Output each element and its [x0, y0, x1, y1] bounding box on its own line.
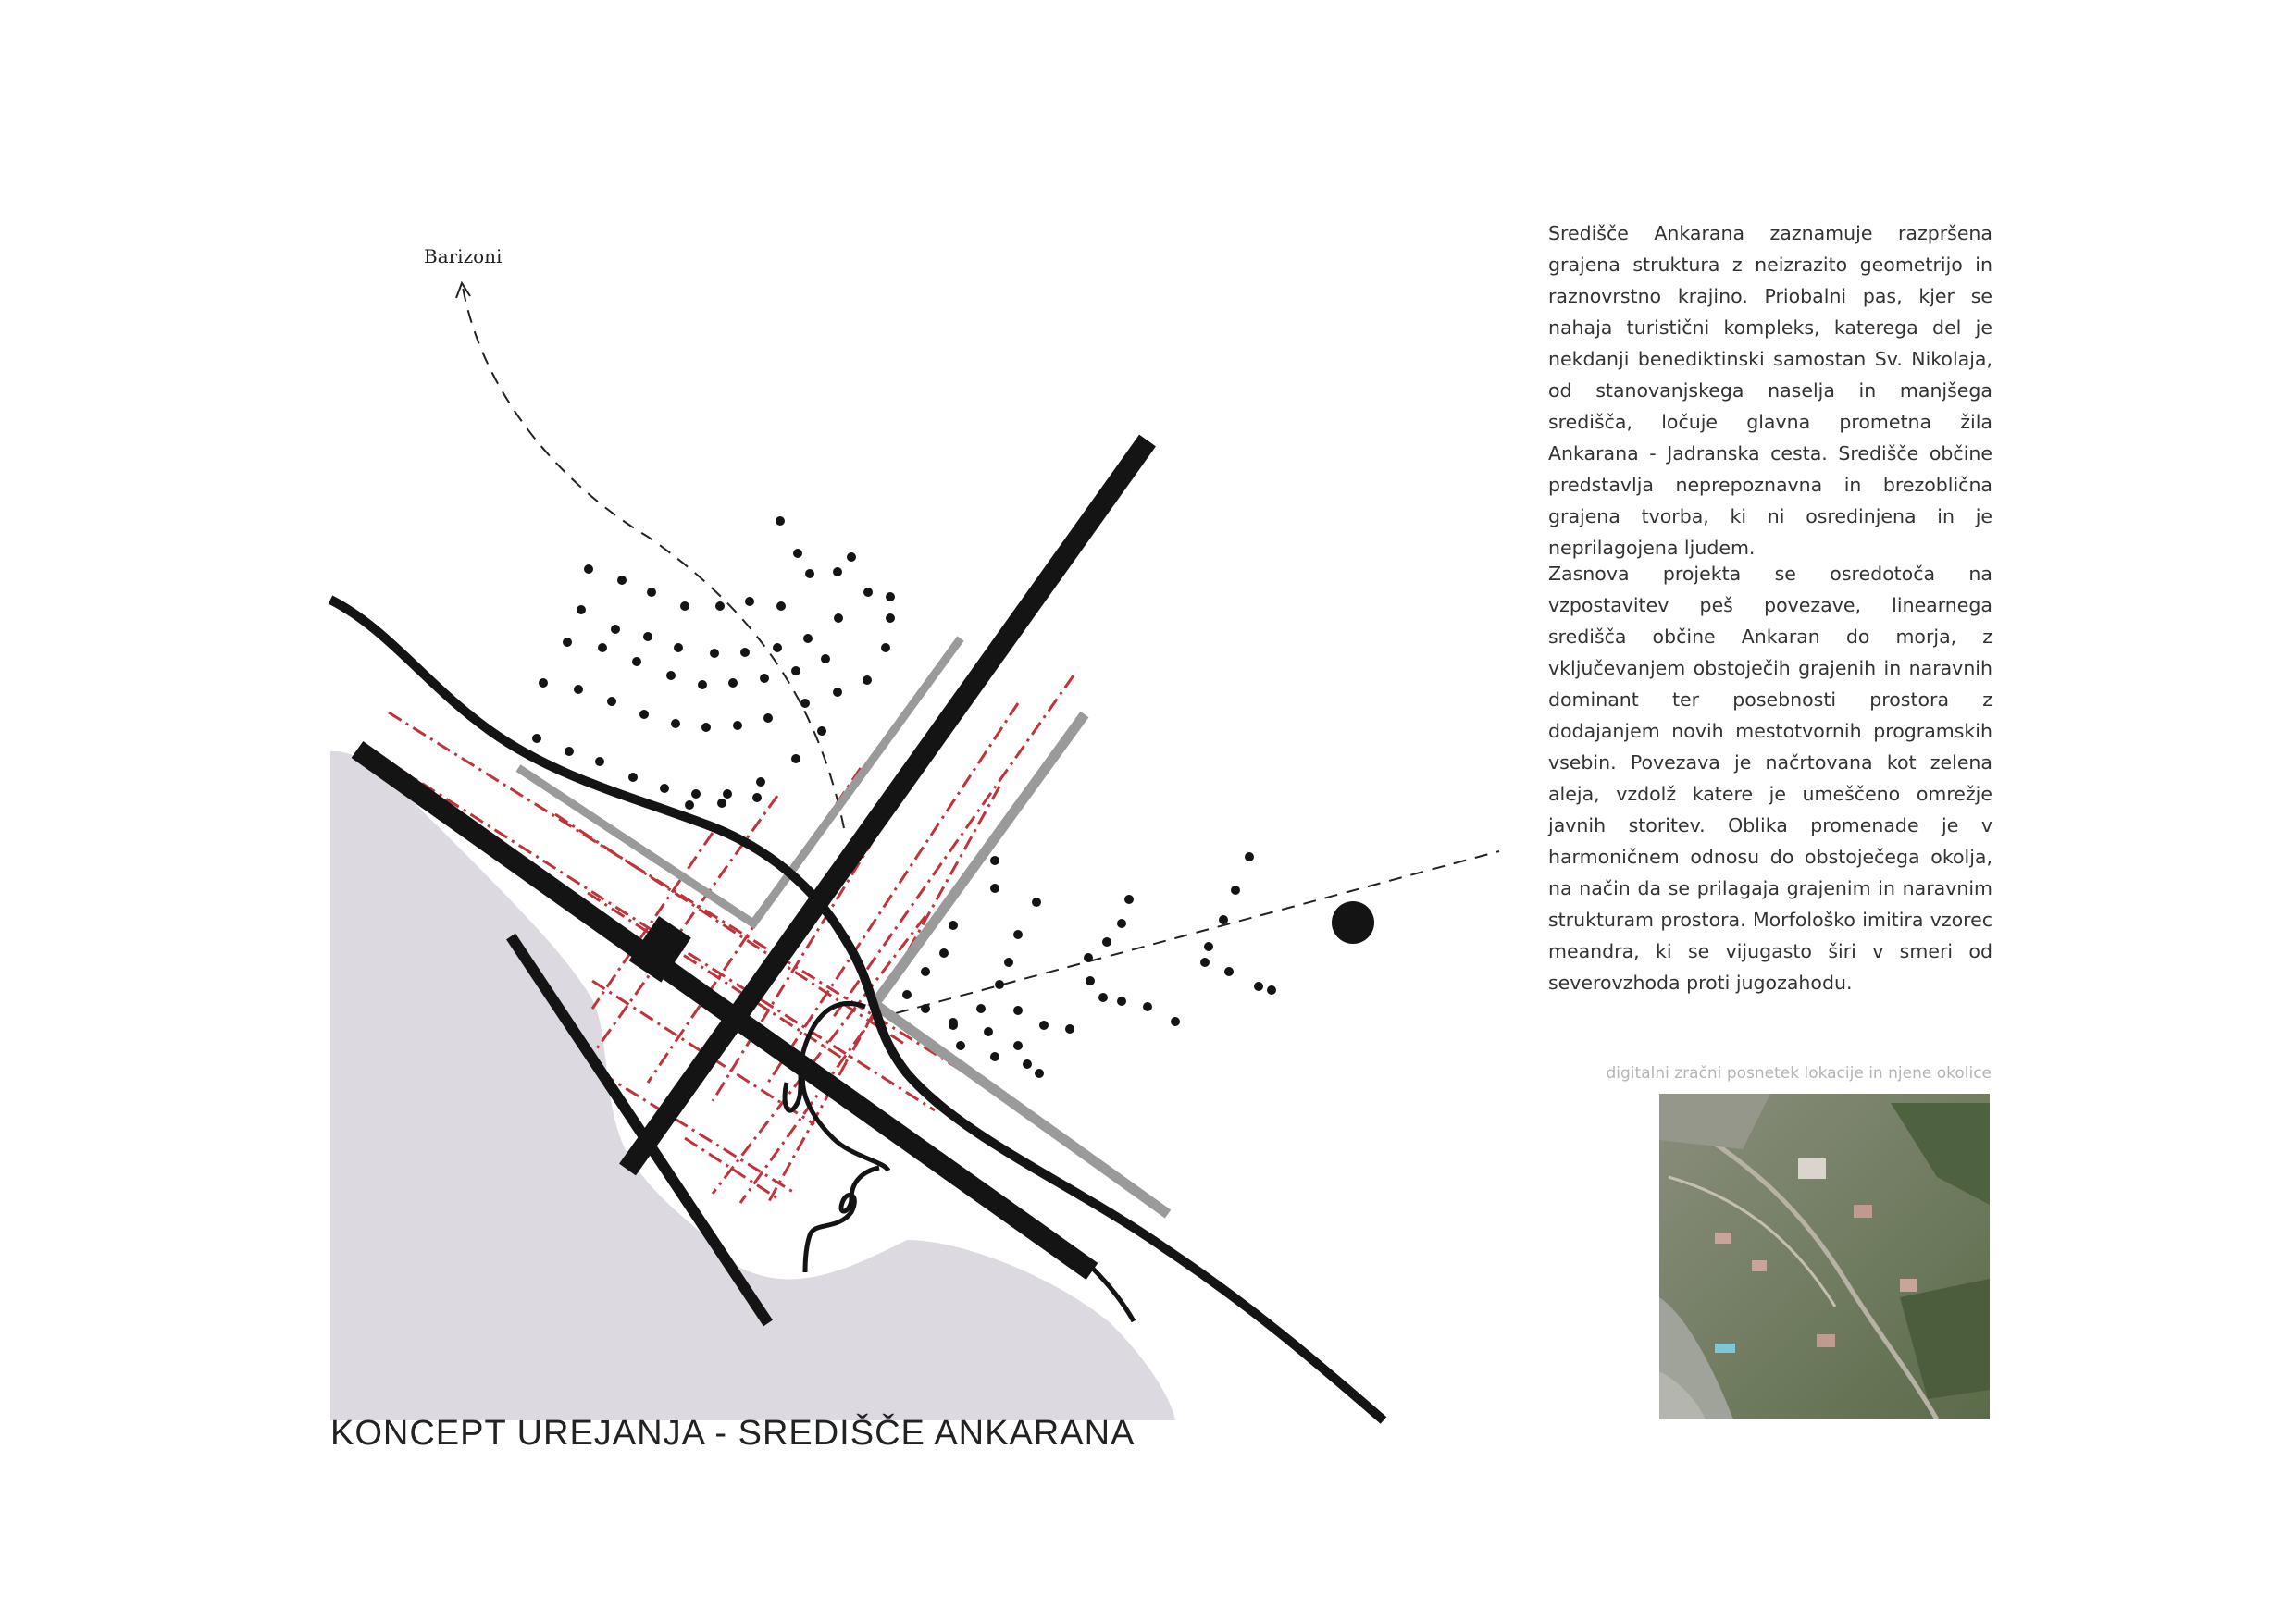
dot	[584, 564, 593, 574]
dot	[817, 726, 826, 736]
dot	[886, 613, 895, 623]
dot	[821, 654, 830, 663]
dot	[886, 592, 895, 601]
dot	[1245, 852, 1254, 861]
dot	[1117, 919, 1126, 928]
dot	[793, 549, 802, 558]
dot	[728, 678, 738, 688]
dot	[563, 638, 572, 647]
dot	[617, 576, 627, 585]
dot	[752, 793, 762, 802]
dot	[834, 613, 843, 623]
dot	[1023, 1059, 1032, 1069]
dot	[990, 856, 999, 865]
dot	[833, 688, 842, 697]
dot	[921, 967, 930, 976]
dot	[745, 597, 754, 606]
dot	[717, 799, 726, 808]
dot	[685, 800, 694, 810]
dot	[574, 685, 583, 694]
landmark-circle	[1332, 901, 1374, 944]
dot	[1231, 886, 1240, 895]
page-title: KONCEPT UREJANJA - SREDIŠČE ANKARANA	[330, 1414, 1136, 1453]
dot	[881, 643, 890, 652]
dot	[577, 605, 586, 614]
dot	[1124, 895, 1134, 904]
dot	[776, 601, 786, 611]
aerial-photo	[1659, 1094, 1990, 1419]
dot	[756, 777, 765, 787]
dot	[643, 632, 652, 641]
dot	[995, 980, 1004, 989]
dot	[632, 657, 641, 666]
dot	[1267, 985, 1276, 995]
dot	[701, 723, 711, 732]
dot-field-north	[532, 516, 895, 810]
dot	[833, 567, 842, 576]
dot	[598, 643, 607, 652]
dot	[1032, 898, 1041, 907]
dot	[763, 713, 773, 723]
dot	[984, 1027, 993, 1036]
dot	[1102, 937, 1111, 947]
dot	[902, 990, 912, 999]
main-road-ne	[627, 440, 1148, 1170]
dot	[990, 884, 999, 893]
dot	[956, 1041, 965, 1050]
dot	[532, 734, 541, 743]
dot	[1219, 915, 1228, 924]
dot	[803, 634, 813, 643]
dot	[847, 552, 856, 562]
dot	[1013, 1041, 1023, 1050]
aerial-photo-caption: digitalni zračni posnetek lokacije in njene okolice	[1606, 1064, 1992, 1083]
dot	[611, 625, 620, 634]
dot	[660, 784, 669, 793]
dot	[805, 569, 814, 578]
description-paragraph-1: Središče Ankarana zaznamuje razpršena grajena struktura z neizrazito geometrijo in raznovrstno krajino. Priobalni pas, kjer se nahaja turistični kompleks, katerega del je nekdanji benediktinski samostan Sv. Nikolaja, od stanovanjskega naselja in manjšega središča, ločuje glavna prometna žila Ankarana - Jadranska cesta. Središče občine predstavlja neprepoznavna in brezoblična grajena tvorba, ki ni osredinjena in je neprilagojena ljudem.	[1548, 222, 1992, 559]
dot	[800, 699, 810, 708]
dot	[698, 680, 707, 689]
dot	[723, 789, 732, 799]
dot	[1065, 1024, 1074, 1034]
dot	[595, 757, 604, 766]
dot	[710, 649, 719, 658]
dot	[1204, 942, 1213, 951]
dot	[1004, 958, 1013, 967]
dot	[921, 1004, 930, 1013]
east-dashed-line	[896, 851, 1499, 1013]
dot	[1039, 1021, 1049, 1030]
dot	[666, 671, 676, 680]
barizoni-label: Barizoni	[424, 245, 503, 267]
dot	[1013, 1006, 1023, 1015]
dot	[1254, 982, 1263, 991]
description-paragraph-2: Zasnova projekta se osredotoča na vzpostavitev peš povezave, linearnega središča občine Ankaran do morja, z vključevanjem obstoječih grajenih in naravnih dominant ter posebnosti prostora z dodajanjem novih mestotvornih programskih vsebin. Povezava je načrtovana kot zelena aleja, vzdolž katere je umeščeno omrežje javnih storitev. Oblika promenade je v harmoničnem odnosu do obstoječega okolja, na način da se prilagaja grajenim in naravnim strukturam prostora. Morfološko imitira vzorec meandra, ki se vijugasto širi v smeri od severovzhoda proti jugozahodu.	[1548, 563, 1992, 994]
dot	[639, 710, 649, 719]
dot	[1224, 967, 1234, 976]
dot	[760, 674, 769, 683]
dot	[773, 643, 782, 652]
dot	[539, 678, 548, 688]
dot	[680, 601, 689, 611]
dot	[939, 948, 949, 958]
dot	[776, 516, 785, 526]
dot	[715, 601, 725, 611]
dot	[791, 754, 800, 763]
dot	[949, 1021, 958, 1030]
stream	[785, 1003, 888, 1272]
dot	[565, 747, 574, 756]
dot	[1171, 1017, 1180, 1026]
dot	[628, 773, 638, 782]
river-tail	[1092, 1268, 1134, 1321]
dot	[1013, 930, 1023, 939]
dot	[691, 789, 701, 799]
dot	[671, 719, 680, 728]
dot	[990, 1052, 999, 1061]
dot	[863, 675, 872, 685]
dot	[733, 721, 742, 730]
dot	[740, 648, 750, 657]
dot	[674, 643, 683, 652]
dot	[647, 588, 656, 597]
dot	[1117, 997, 1126, 1006]
dot	[1035, 1069, 1044, 1078]
dot	[949, 921, 958, 930]
dot	[607, 697, 616, 706]
dot	[791, 666, 800, 675]
dot	[976, 1004, 986, 1013]
dot	[863, 588, 873, 597]
dot	[1200, 958, 1210, 967]
dot	[1143, 1002, 1152, 1011]
dot	[1098, 993, 1108, 1002]
dot	[1084, 953, 1093, 962]
dot	[1086, 976, 1095, 985]
